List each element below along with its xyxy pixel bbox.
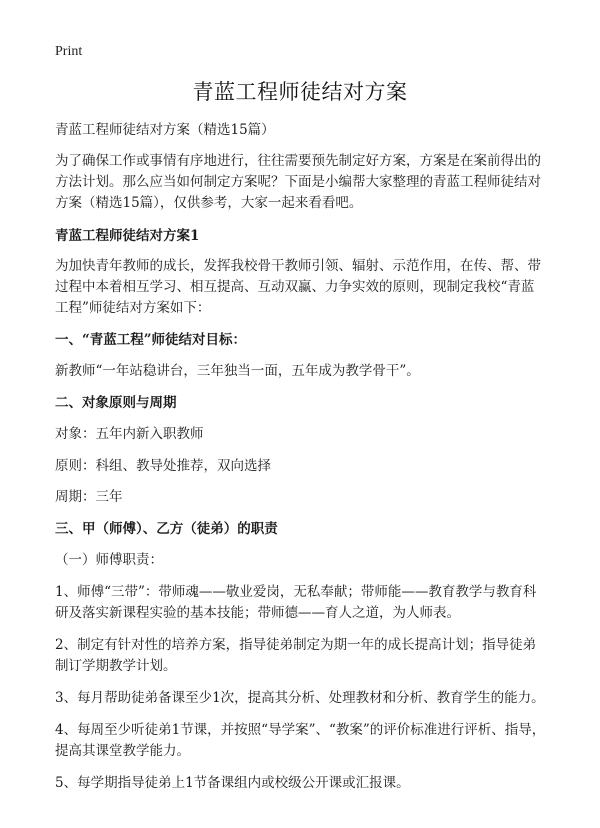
list-item-line: 制订学期教学计划。 xyxy=(55,658,177,674)
list-item-line: 提高其课堂教学能力。 xyxy=(55,743,190,759)
period-text: 周期：三年 xyxy=(55,489,123,505)
list-item-line: 5、每学期指导徒弟上1节备课组内或校级公开课或汇报课。 xyxy=(55,775,410,791)
intro-line: 方案（精选15篇），仅供参考，大家一起来看看吧。 xyxy=(55,195,363,211)
print-link[interactable]: Print xyxy=(55,44,83,59)
object-text: 对象：五年内新入职教师 xyxy=(55,426,204,442)
list-item-line: 研及落实新课程实验的基本技能；带师德——育人之道，为人师表。 xyxy=(55,605,460,621)
list-item-line: 2、制定有针对性的培养方案，指导徒弟制定为期一年的成长提高计划；指导徒弟 xyxy=(55,637,537,653)
section-heading: 青蓝工程师徒结对方案1 xyxy=(55,228,200,244)
intro-line: 为了确保工作或事情有序地进行，往往需要预先制定好方案，方案是在案前得出的 xyxy=(55,153,541,169)
paragraph-line: 工程”师徒结对方案如下： xyxy=(55,300,211,316)
list-item-line: 3、每月帮助徒弟备课至少1次，提高其分析、处理教材和分析、教育学生的能力。 xyxy=(55,690,545,706)
goal-heading: 一、“青蓝工程”师徒结对目标： xyxy=(55,332,247,348)
paragraph-line: 为加快青年教师的成长，发挥我校骨干教师引领、辐射、示范作用，在传、帮、带 xyxy=(55,258,541,274)
list-item-line: 4、每周至少听徒弟1节课，并按照“导学案”、“教案”的评价标准进行评析、指导， xyxy=(55,722,546,738)
duty-heading: 三、甲（师傅）、乙方（徒弟）的职责 xyxy=(55,521,278,537)
document-title: 青蓝工程师徒结对方案 xyxy=(192,80,408,104)
principle-text: 原则：科组、教导处推荐，双向选择 xyxy=(55,458,271,474)
list-item-line: 1、师傅“三带”：带师魂——敬业爱岗，无私奉献；带师能——教育教学与教育科 xyxy=(55,584,537,600)
master-duty-heading: （一）师傅职责： xyxy=(55,552,163,568)
paragraph-line: 过程中本着相互学习、相互提高、互动双赢、力争实效的原则，现制定我校“青蓝 xyxy=(55,279,535,295)
principle-heading: 二、对象原则与周期 xyxy=(55,395,177,411)
document-subtitle: 青蓝工程师徒结对方案（精选15篇） xyxy=(55,122,275,138)
goal-text: 新教师“一年站稳讲台，三年独当一面，五年成为教学骨干”。 xyxy=(55,363,420,379)
intro-line: 方法计划。那么应当如何制定方案呢？下面是小编帮大家整理的青蓝工程师徒结对 xyxy=(55,174,541,190)
